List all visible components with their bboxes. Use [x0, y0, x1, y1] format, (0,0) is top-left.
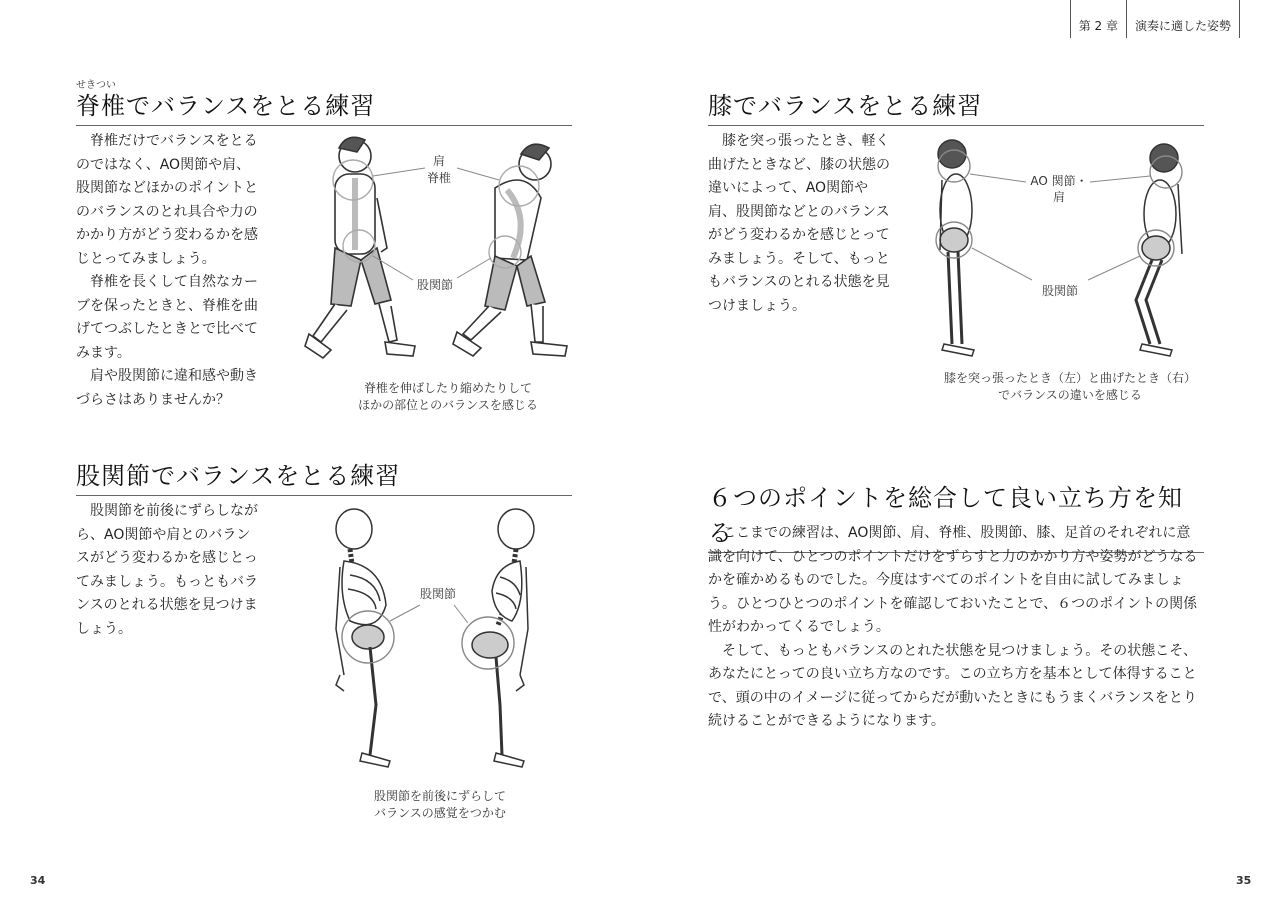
label-shoulder: 肩: [432, 154, 445, 168]
page-number-left: 34: [30, 874, 46, 887]
chapter-number: 第 2 章: [1070, 0, 1126, 38]
label-ao-shoulder: [1024, 173, 1094, 205]
knee-heading: 膝でバランスをとる練習: [708, 86, 1204, 126]
spine-body: [76, 130, 258, 412]
hip-body: [76, 500, 258, 641]
label-line: 肩: [1052, 190, 1065, 204]
hip-heading: 股関節でバランスをとる練習: [76, 456, 572, 496]
hip-paragraph: 股関節を前後にずらしながら、AO関節や肩とのバランスがどう変わるかを感じとってみましょう。もっともバランスのとれる状態を見つけましょう。: [76, 503, 258, 637]
slouched-walker: [453, 144, 567, 356]
knee-caption: [930, 370, 1210, 404]
caption-line: バランスの感覚をつかむ: [374, 806, 506, 820]
hip-skeleton-illustration: [320, 505, 560, 775]
knee-body: [708, 130, 890, 318]
upright-walker: [305, 137, 415, 358]
caption-line: ほかの部位とのバランスを感じる: [358, 398, 538, 412]
spine-caption: [318, 380, 578, 414]
caption-line: 股関節を前後にずらして: [373, 789, 506, 803]
six-points-paragraph: ここまでの練習は、AO関節、肩、脊椎、股関節、膝、足首のそれぞれに意識を向けて、ひとつのポイントだけをずらすと力のかかり方や姿勢がどうなるかを確かめるものでした。今度はすべてのポイントを自由に試してみましょう。ひとつひとつのポイントを確認しておいたことで、６つのポイントの関係性がわかってくるでしょう。: [708, 525, 1198, 635]
spine-paragraph: 肩や股関節に違和感や動きづらさはありませんか？: [76, 368, 258, 408]
spine-paragraph: 脊椎を長くして自然なカーブを保ったときと、脊椎を曲げてつぶしたときとで比べてみます。: [76, 274, 258, 361]
label-line: AO 関節・: [1030, 174, 1088, 188]
caption-line: 膝を突っ張ったとき（左）と曲げたとき（右）: [943, 371, 1196, 385]
chapter-title: 演奏に適した姿勢: [1126, 0, 1240, 38]
label-hip-joint: 股関節: [416, 278, 453, 292]
six-points-paragraph: そして、もっともバランスのとれた状態を見つけましょう。その状態こそ、あなたにとっての良い立ち方なのです。この立ち方を基本として体得することで、頭の中のイメージに従ってからだが動いたときにもうまくバランスをとり続けることができるようになります。: [708, 642, 1198, 729]
page-number-right: 35: [1236, 874, 1252, 887]
chapter-tab: [1070, 0, 1240, 38]
spine-paragraph: 脊椎だけでバランスをとるのではなく、AO関節や肩、股関節などほかのポイントとのバランスのとれ具合や力のかかり方がどう変わるかを感じとってみましょう。: [76, 133, 258, 267]
caption-line: でバランスの違いを感じる: [998, 388, 1142, 402]
knee-skeleton-illustration: [928, 130, 1198, 360]
spine-heading: 脊椎でバランスをとる練習: [76, 86, 572, 126]
spine-ruby: せきつい: [76, 80, 116, 91]
label-hip-joint-3: 股関節: [1041, 284, 1078, 298]
knee-paragraph: 膝を突っ張ったとき、軽く曲げたときなど、膝の状態の違いによって、AO関節や肩、股関節などとのバランスがどう変わるかを感じとってみましょう。そして、もっともバランスのとれる状態を見つけましょう。: [708, 133, 890, 314]
hip-caption: [330, 788, 550, 822]
caption-line: 脊椎を伸ばしたり縮めたりして: [363, 381, 532, 395]
label-spine: 脊椎: [426, 171, 451, 185]
label-hip-joint-2: 股関節: [419, 587, 456, 601]
six-points-body: [708, 522, 1204, 734]
six-points-heading: ６つのポイントを総合して良い立ち方を知る: [708, 478, 1204, 553]
